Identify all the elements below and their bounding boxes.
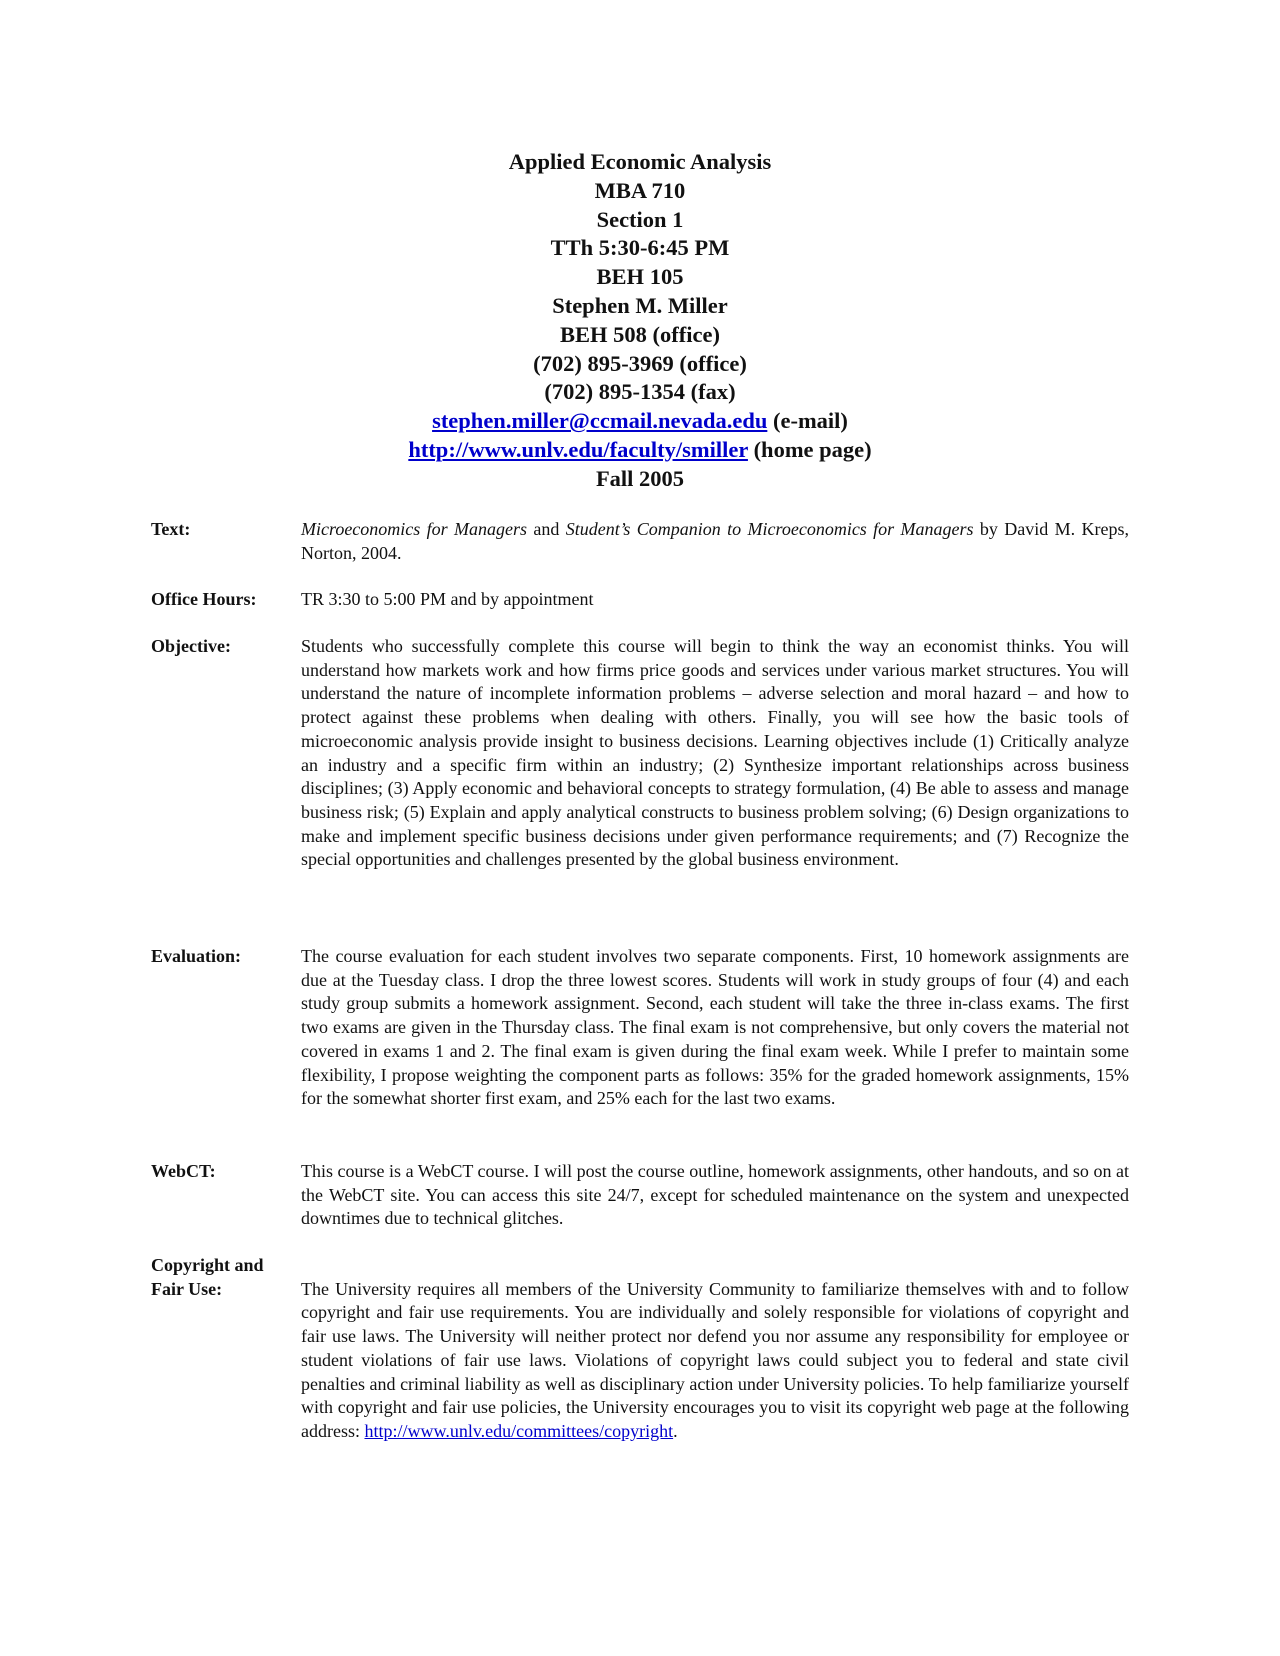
instructor-fax: (702) 895-1354 (fax) (544, 379, 736, 405)
email-suffix: (e-mail) (767, 408, 848, 434)
copyright-body: The University requires all members of the University Community to familiarize themselves with and to follow copyright and fair use requirements. You are individually and solely responsible for violations of copyright and fair use laws. The University will neither protect nor defend you nor assume any responsibility for employee or student violations of fair use laws. Violations of copyright laws could subject you to federal and state civil penalties and criminal liability as well as disciplinary action under University policies. To help familiarize yourself with copyright and fair use policies, the University encourages you to visit its copyright web page at the following address: (301, 1278, 1129, 1441)
copyright-text (301, 1278, 1129, 1444)
copyright-period: . (673, 1420, 678, 1441)
webct-text: This course is a WebCT course. I will post the course outline, homework assignments, other handouts, and so on at the WebCT site. You can access this site 24/7, except for scheduled maintenance on the system and unexpected downtimes due to technical glitches. (301, 1161, 1129, 1229)
office-hours-text: TR 3:30 to 5:00 PM and by appointment (301, 589, 594, 609)
text-label: Text: (151, 519, 191, 539)
homepage-line (0, 436, 1280, 465)
objective-label: Objective: (151, 636, 231, 656)
email-line (0, 407, 1280, 436)
course-title: Applied Economic Analysis (508, 149, 772, 174)
instructor-phone: (702) 895-3969 (office) (533, 350, 747, 376)
webct-label: WebCT: (151, 1161, 216, 1181)
email-link[interactable]: stephen.miller@ccmail.nevada.edu (432, 408, 768, 434)
text-conjunction: and (527, 519, 566, 539)
objective-text: Students who successfully complete this course will begin to think the way an economist thinks. You will understand how markets work and how firms price goods and services under various market structures. You will understand the nature of incomplete information problems – adverse selection and moral hazard – and how to protect against these problems when dealing with others. Finally, you will see how the basic tools of microeconomic analysis provide insight to business decisions. Learning objectives include (1) Critically analyze an industry and a specific firm within an industry; (2) Synthesize important relationships across business disciplines; (3) Apply economic and behavioral concepts to strategy formulation, (4) Be able to assess and manage business risk; (5) Explain and apply analytical constructs to business problem solving; (6) Design organizations to make and implement specific business decisions under given performance requirements; and (7) Recognize the special opportunities and challenges presented by the global business environment. (301, 636, 1129, 870)
course-section: Section 1 (596, 206, 684, 232)
evaluation-label: Evaluation: (151, 946, 242, 966)
book-title-1: Microeconomics for Managers (301, 519, 528, 539)
homepage-link[interactable]: http://www.unlv.edu/faculty/smiller (408, 436, 748, 462)
course-term: Fall 2005 (595, 465, 685, 491)
copyright-label-line2: Fair Use: (151, 1278, 223, 1299)
office-hours-label: Office Hours: (151, 589, 257, 609)
instructor-office: BEH 508 (office) (560, 321, 720, 347)
book-title-2: Student’s Companion to Microeconomics for Managers (565, 519, 974, 539)
copyright-label (151, 1254, 291, 1301)
copyright-link[interactable]: http://www.unlv.edu/committees/copyright (364, 1420, 674, 1441)
course-room: BEH 105 (596, 264, 684, 290)
course-number: MBA 710 (594, 177, 686, 203)
copyright-label-line1: Copyright and (151, 1255, 264, 1275)
evaluation-text: The course evaluation for each student involves two separate components. First, 10 homework assignments are due at the Tuesday class. I drop the three lowest scores. Students will work in study groups of four (4) and each study group submits a homework assignment. Second, each student will take the three in-class exams. The first two exams are given in the Thursday class. The final exam is not comprehensive, but only covers the material not covered in exams 1 and 2. The final exam is given during the final exam week. While I prefer to maintain some flexibility, I propose weighting the component parts as follows: 35% for the graded homework assignments, 15% for the somewhat shorter first exam, and 25% each for the last two exams. (301, 946, 1129, 1109)
text-body (301, 518, 1129, 565)
course-schedule: TTh 5:30-6:45 PM (550, 235, 730, 261)
instructor-name: Stephen M. Miller (552, 292, 728, 318)
homepage-suffix: (home page) (747, 436, 872, 462)
course-header (0, 148, 1280, 494)
text-author: by David M. Kreps, Norton, 2004. (301, 519, 1129, 563)
